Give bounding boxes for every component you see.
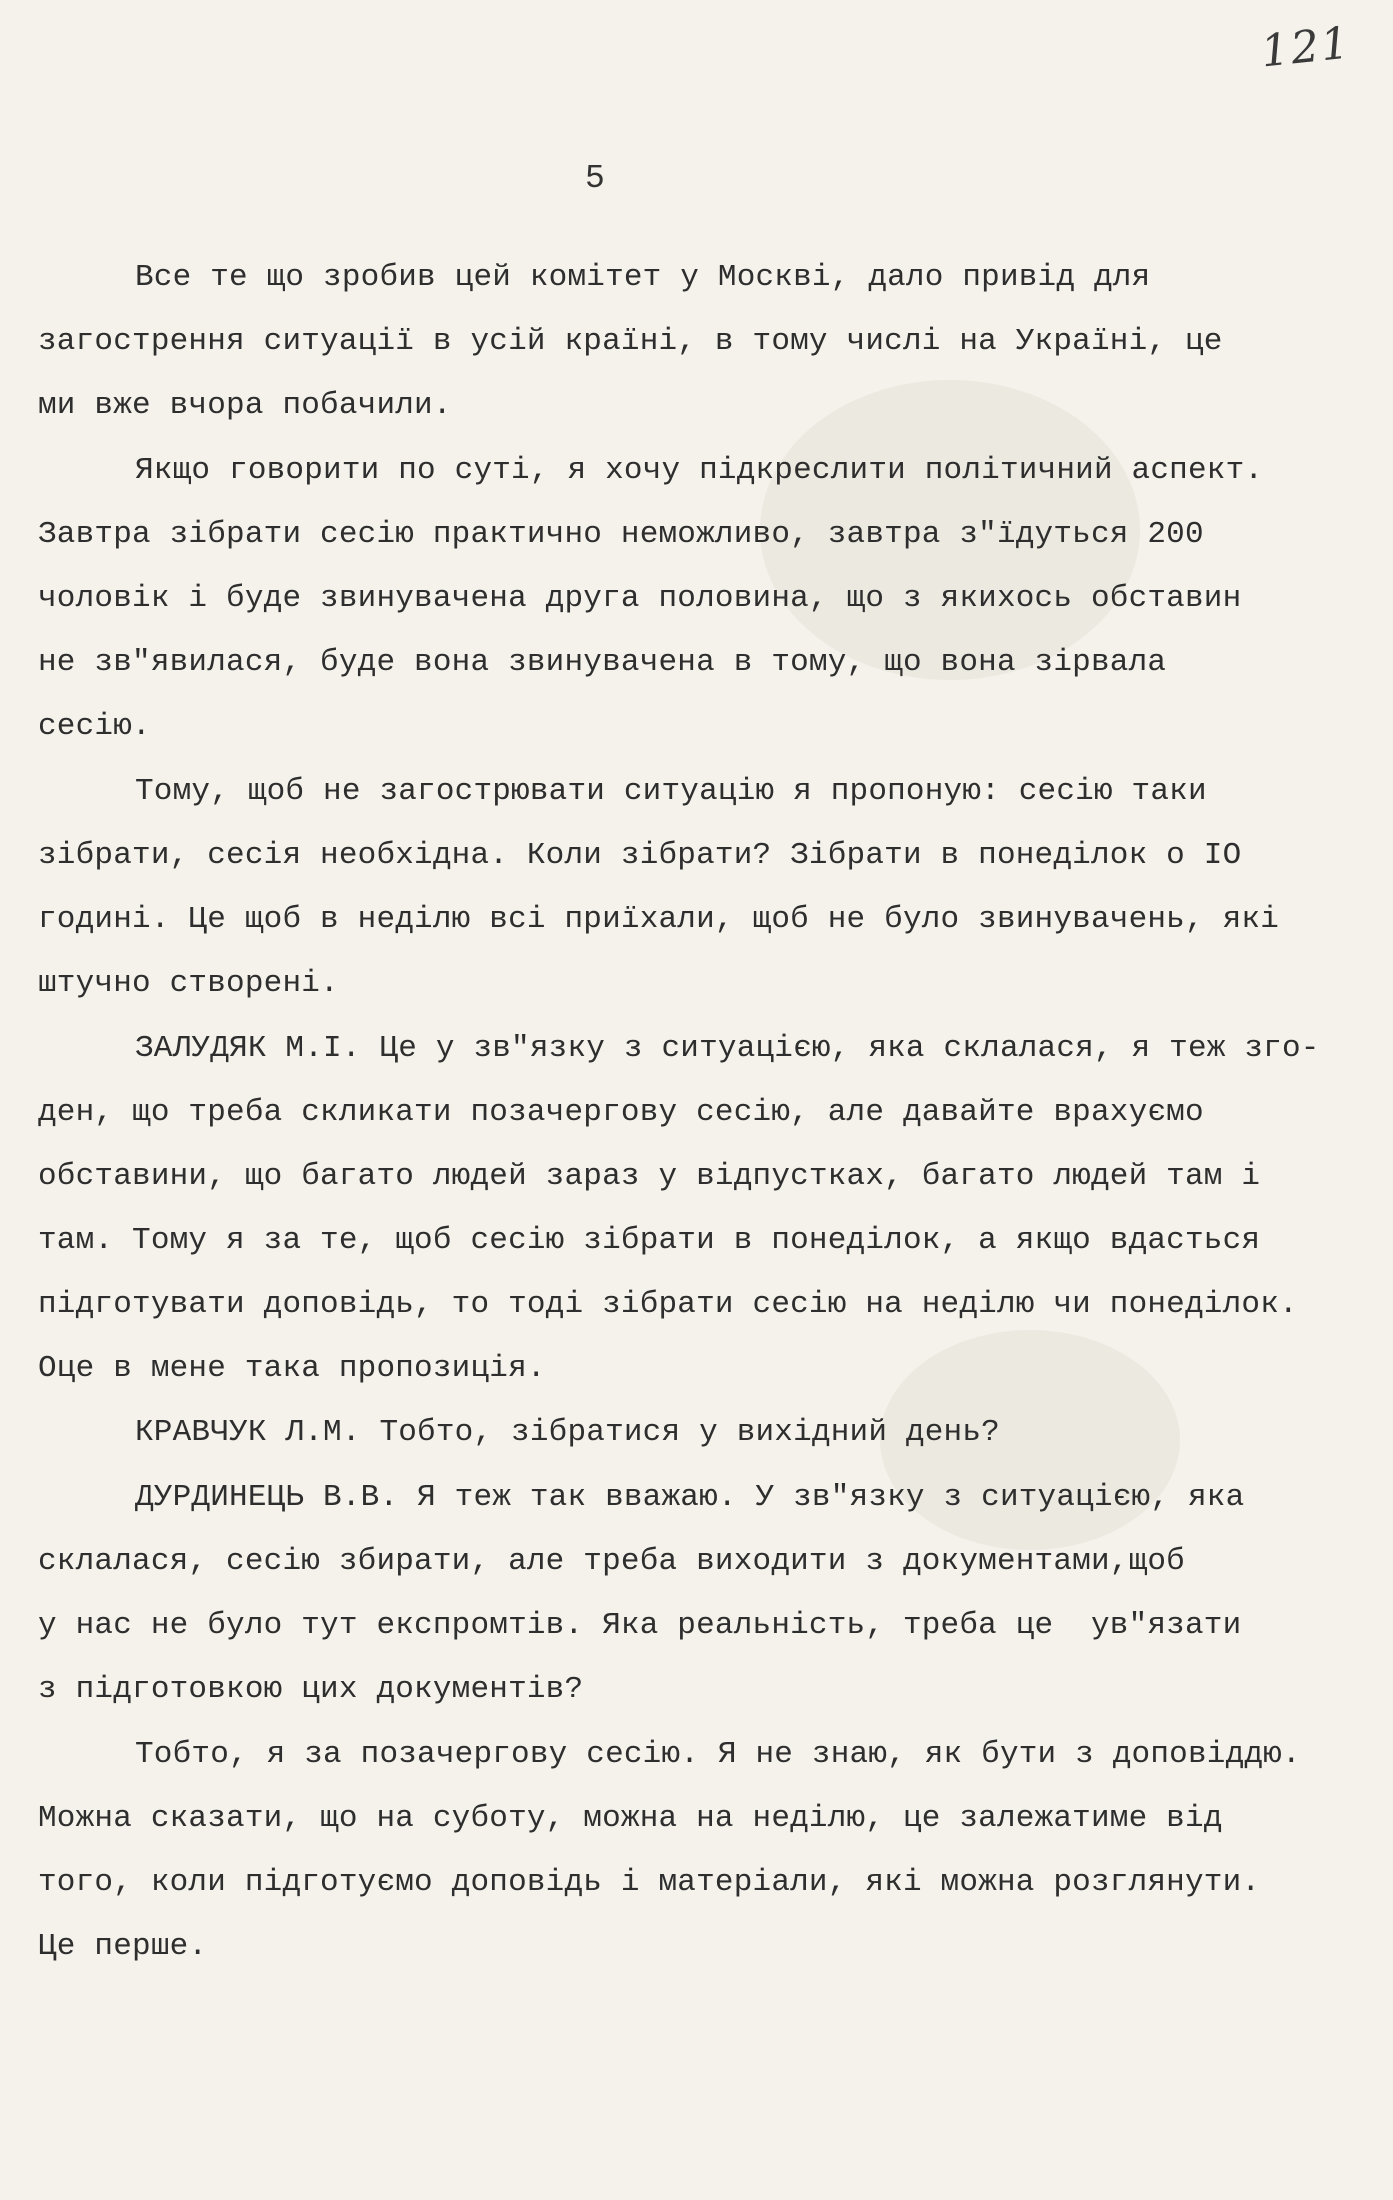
text-line: ЗАЛУДЯК М.І. Це у зв"язку з ситуацією, яка склалася, я теж зго-	[135, 1031, 1320, 1066]
text-line: Завтра зібрати сесію практично неможливо, завтра з"їдуться 200	[38, 517, 1204, 552]
text-line: КРАВЧУК Л.М. Тобто, зібратися у вихідний день?	[135, 1415, 1000, 1450]
text-line: обставини, що багато людей зараз у відпустках, багато людей там і	[38, 1159, 1261, 1194]
text-line: ми вже вчора побачили.	[38, 388, 452, 423]
text-line: ДУРДИНЕЦЬ В.В. Я теж так вважаю. У зв"язку з ситуацією, яка	[135, 1480, 1245, 1515]
text-line: не зв"явилася, буде вона звинувачена в тому, що вона зірвала	[38, 645, 1167, 680]
text-line: Оце в мене така пропозиція.	[38, 1351, 546, 1386]
text-line: чоловік і буде звинувачена друга половина, що з якихось обставин	[38, 581, 1242, 616]
text-line: у нас не було тут експромтів. Яка реальність, треба це ув"язати	[38, 1608, 1242, 1643]
text-line: Все те що зробив цей комітет у Москві, дало привід для	[135, 260, 1151, 295]
text-line: того, коли підготуємо доповідь і матеріали, які можна розглянути.	[38, 1865, 1261, 1900]
text-line: склалася, сесію збирати, але треба виходити з документами,щоб	[38, 1544, 1185, 1579]
text-line: з підготовкою цих документів?	[38, 1672, 584, 1707]
text-line: годині. Це щоб в неділю всі приїхали, щоб не було звинувачень, які	[38, 902, 1279, 937]
text-line: зібрати, сесія необхідна. Коли зібрати? Зібрати в понеділок о IO	[38, 838, 1242, 873]
page-number: 5	[585, 160, 605, 197]
text-line: Можна сказати, що на суботу, можна на неділю, це залежатиме від	[38, 1801, 1223, 1836]
text-line: Тобто, я за позачергову сесію. Я не знаю, як бути з доповіддю.	[135, 1737, 1301, 1772]
text-line: Якщо говорити по суті, я хочу підкреслити політичний аспект.	[135, 453, 1264, 488]
text-line: сесію.	[38, 709, 151, 744]
text-line: штучно створені.	[38, 966, 339, 1001]
archive-number: 121	[1258, 17, 1354, 78]
text-line: загострення ситуації в усій країні, в тому числі на Україні, це	[38, 324, 1223, 359]
text-line: підготувати доповідь, то тоді зібрати сесію на неділю чи понеділок.	[38, 1287, 1298, 1322]
text-line: ден, що треба скликати позачергову сесію, але давайте врахуємо	[38, 1095, 1204, 1130]
text-line: Це перше.	[38, 1929, 208, 1964]
text-line: Тому, щоб не загострювати ситуацію я пропоную: сесію таки	[135, 774, 1207, 809]
text-line: там. Тому я за те, щоб сесію зібрати в понеділок, а якщо вдасться	[38, 1223, 1261, 1258]
